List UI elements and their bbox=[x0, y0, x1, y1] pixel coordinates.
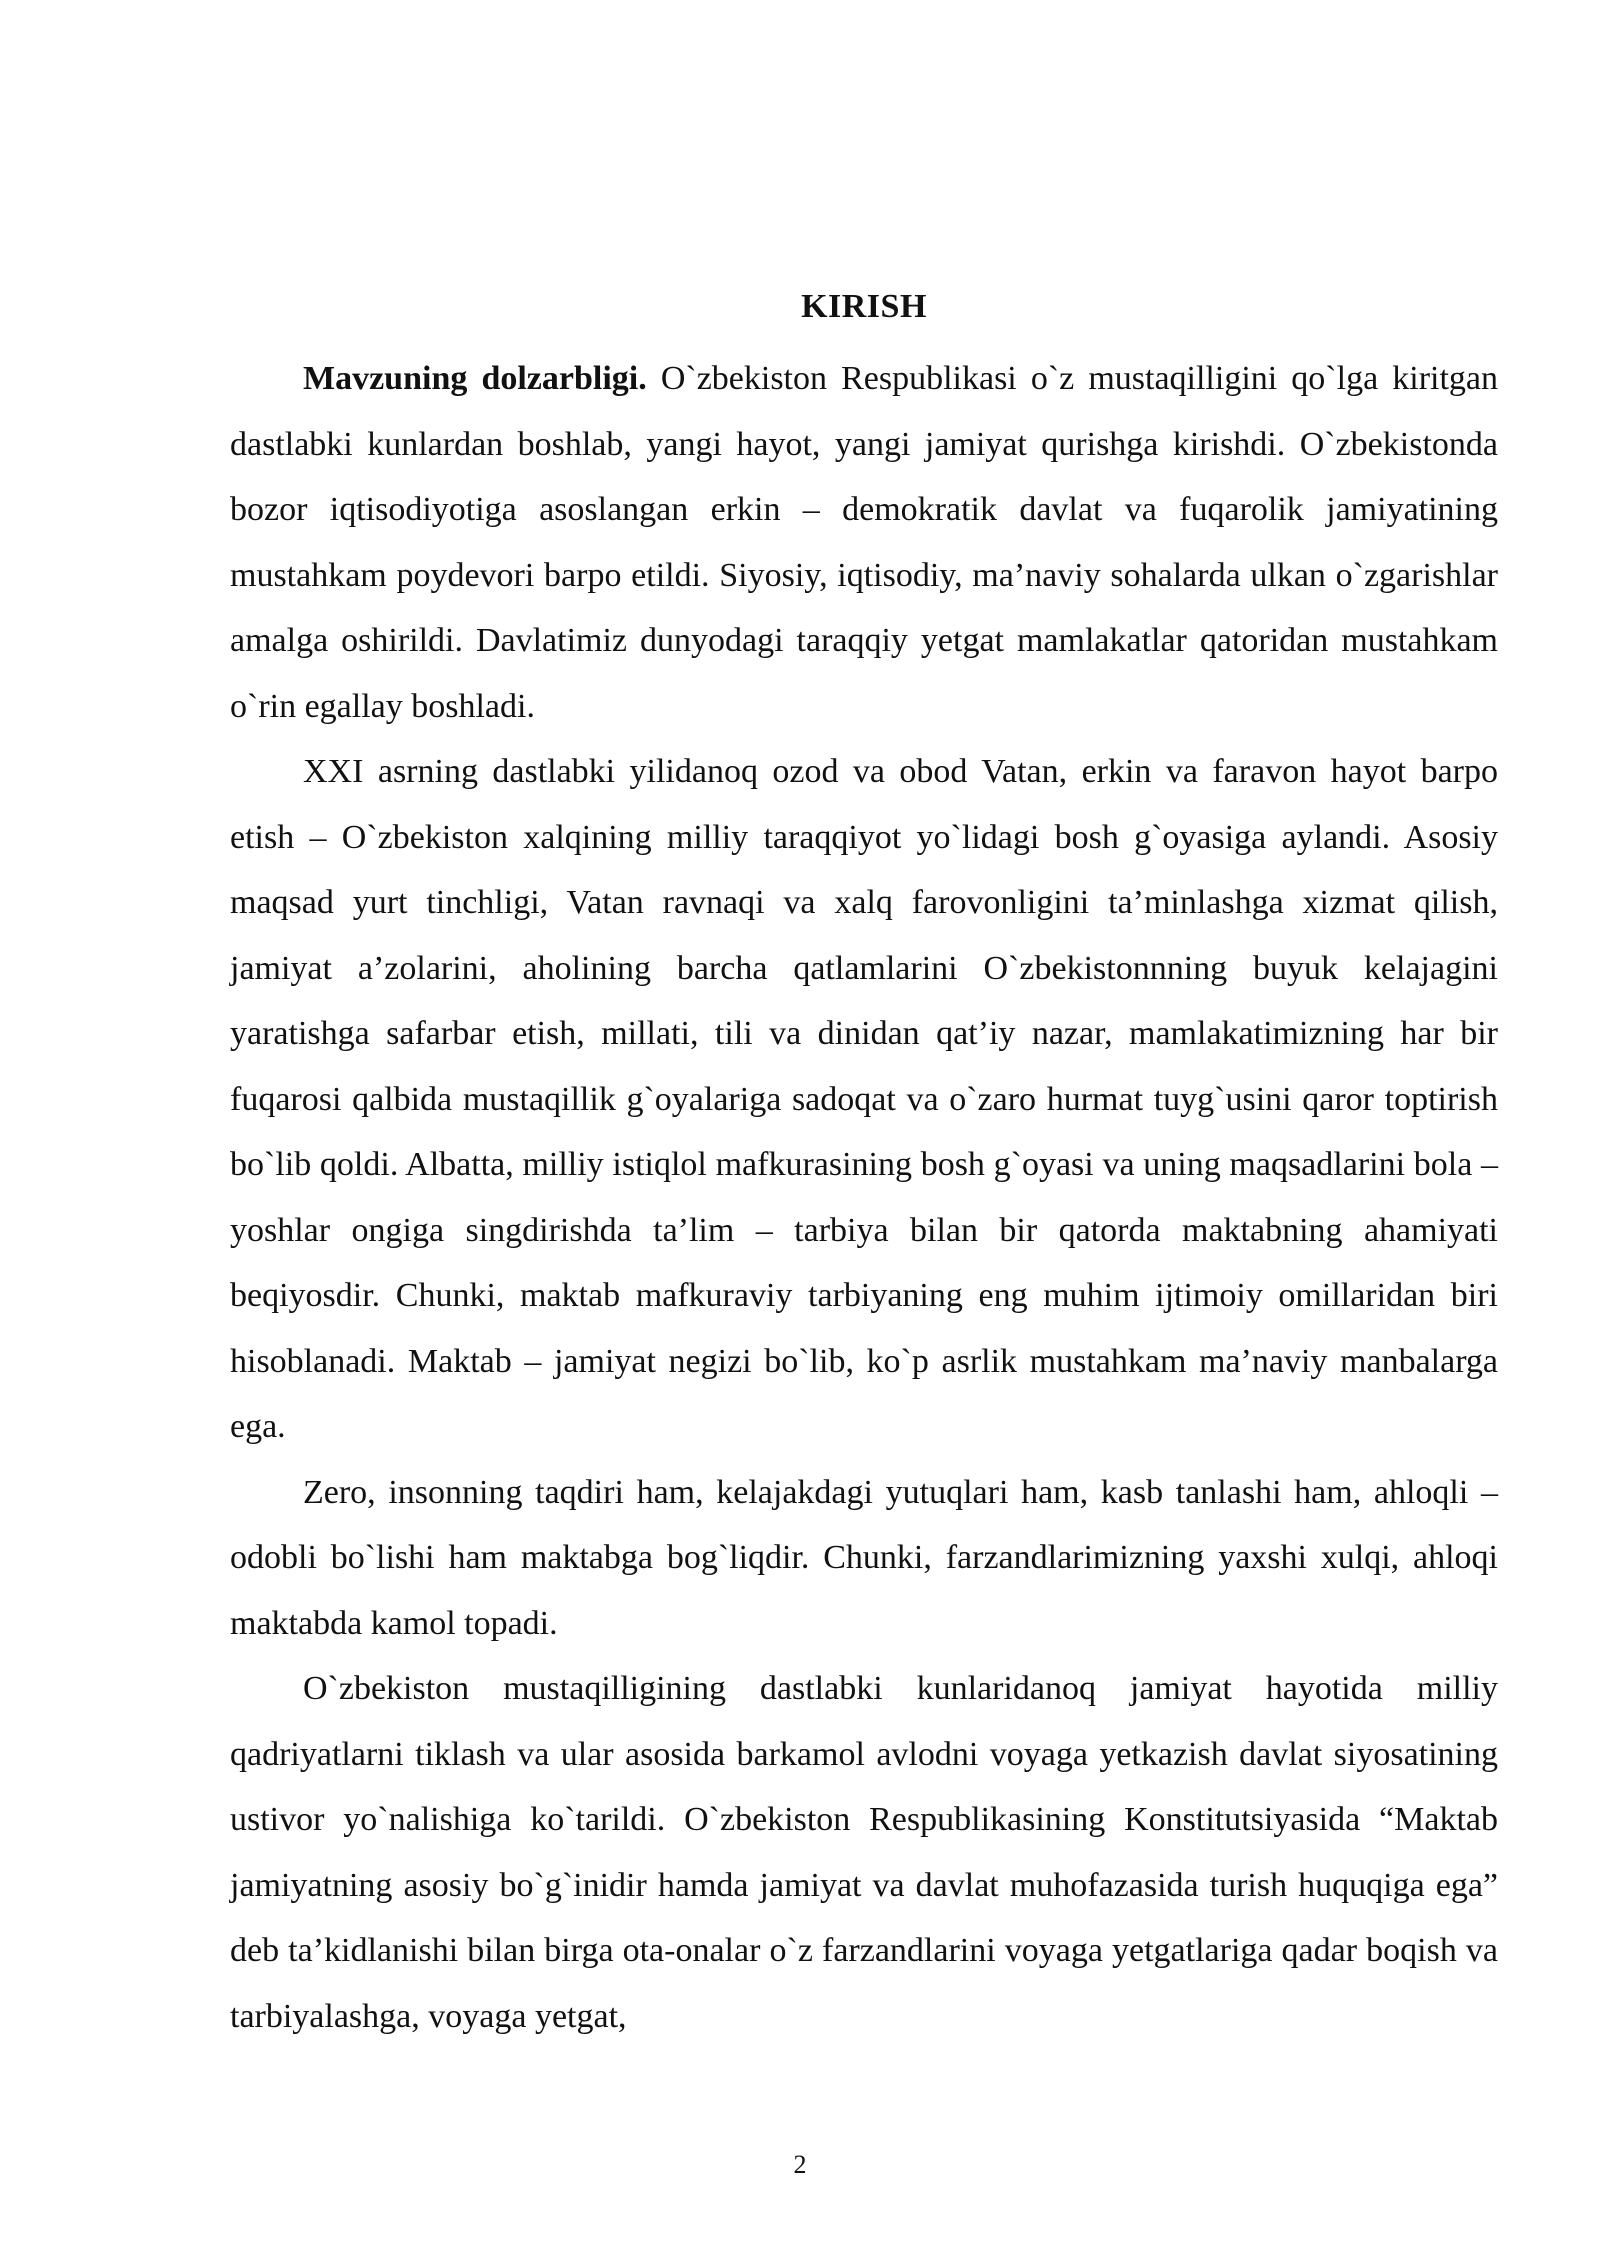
document-page bbox=[230, 280, 1498, 2049]
paragraph-national-idea: XXI asrning dastlabki yilidanoq ozod va obod Vatan, erkin va faravon hayot barpo etish – O`zbekiston xalqining milliy taraqqiyot yo`lidagi bosh g`oyasiga aylandi. Asosiy maqsad yurt tinchligi, Vatan ravnaqi va xalq farovonligini ta’minlashga xizmat qilish, jamiyat a’zolarini, aholining barcha qatlamlarini O`zbekistonnning buyuk kelajagini yaratishga safarbar etish, millati, tili va dinidan qat’iy nazar, mamlakatimizning har bir fuqarosi qalbida mustaqillik g`oyalariga sadoqat va o`zaro hurmat tuyg`usini qaror toptirish bo`lib qoldi. Albatta, milliy istiqlol mafkurasining bosh g`oyasi va uning maqsadlarini bola – yoshlar ongiga singdirishda ta’lim – tarbiya bilan bir qatorda maktabning ahamiyati beqiyosdir. Chunki, maktab mafkuraviy tarbiyaning eng muhim ijtimoiy omillaridan biri hisoblanadi. Maktab – jamiyat negizi bo`lib, ko`p asrlik mustahkam ma’naviy manbalarga ega. bbox=[230, 753, 1498, 1445]
paragraph-text: O`zbekiston Respublikasi o`z mustaqilligini qo`lga kiritgan dastlabki kunlardan boshlab, yangi hayot, yangi jamiyat qurishga kirishdi. O`zbekistonda bozor iqtisodiyotiga asoslangan erkin – demokratik davlat va fuqarolik jamiyatining mustahkam poydevori barpo etildi. Siyosiy, iqtisodiy, ma’naviy sohalarda ulkan o`zgarishlar amalga oshirildi. Davlatimiz dunyodagi taraqqiy yetgat mamlakatlar qatoridan mustahkam o`rin egallay boshladi. bbox=[230, 360, 1499, 725]
page-number: 2 bbox=[793, 2150, 807, 2179]
paragraph-school-role: Zero, insonning taqdiri ham, kelajakdagi yutuqlari ham, kasb tanlashi ham, ahloqli – odobli bo`lishi ham maktabga bog`liqdir. Chunki, farzandlarimizning yaxshi xulqi, ahloqi maktabda kamol topadi. bbox=[230, 1473, 1498, 1642]
paragraph-constitution: O`zbekiston mustaqilligining dastlabki kunlaridanoq jamiyat hayotida milliy qadriyatlarni tiklash va ular asosida barkamol avlodni voyaga yetkazish davlat siyosatining ustivor yo`nalishiga ko`tarildi. O`zbekiston Respublikasining Konstitutsiyasida “Maktab jamiyatning asosiy bo`g`inidir hamda jamiyat va davlat muhofazasida turish huquqiga ega” deb ta’kidlanishi bilan birga ota-onalar o`z farzandlarini voyaga yetgatlariga qadar boqish va tarbiyalashga, voyaga yetgat, bbox=[230, 1670, 1498, 2035]
section-lead-heading: Mavzuning dolzarbligi. bbox=[303, 360, 647, 397]
paragraph-relevance bbox=[230, 346, 1498, 739]
document-title: KIRISH bbox=[801, 288, 927, 325]
